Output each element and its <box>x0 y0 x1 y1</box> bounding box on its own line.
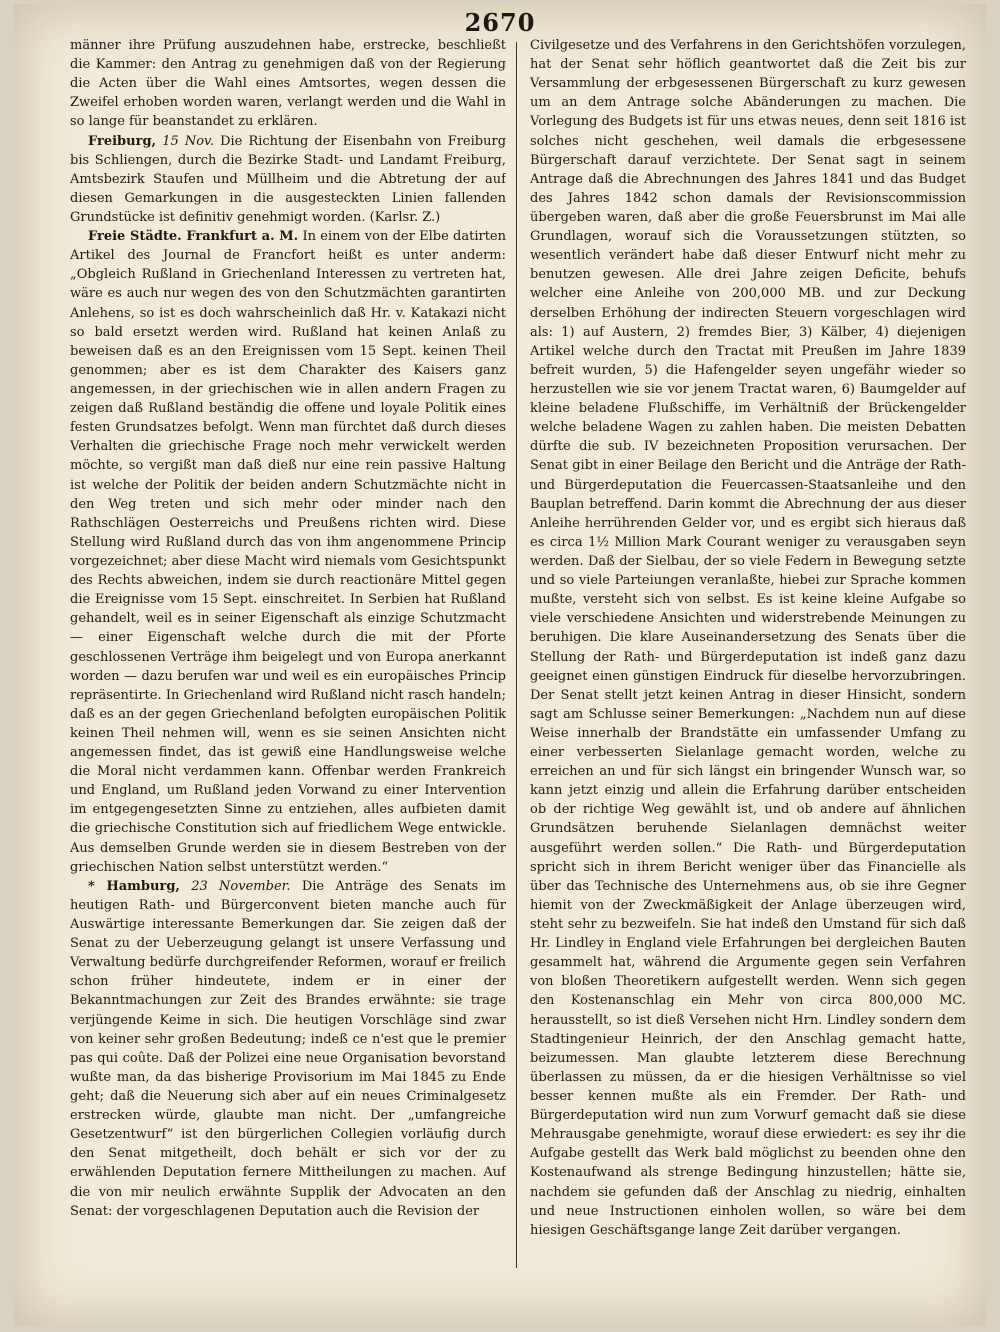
right-column <box>530 36 966 1268</box>
article-heading: * Hamburg, <box>88 878 180 894</box>
column-divider <box>516 42 517 1268</box>
article-heading: Freie Städte. Frankfurt a. M. <box>88 229 299 245</box>
article-text: männer ihre Prüfung auszudehnen habe, erstrecke, beschließt die Kammer: den Antrag zu genehmigen daß von der Regierung die Acten über die Wahl eines Amtsortes, wegen dessen die Zweifel erhoben worden waren, verlangt werden und die Wahl in so lange für beanstandet zu erklären. <box>70 38 506 130</box>
article-dateline: 15 Nov. <box>162 133 214 149</box>
article-paragraph <box>70 132 506 228</box>
article-text: Die Anträge des Senats im heutigen Rath- und Bürgerconvent bieten manche auch für Auswärtige interessante Bemerkungen dar. Sie zeigen daß der Senat zu der Ueberzeugung gelangt ist unsere Verfassung und Verwaltung bedürfe durchgreifender Reformen, worauf er freilich schon früher hindeutete, indem er in einer der Bekanntmachungen zur Zeit des Brandes erwähnte: sie trage verjüngende Keime in sich. Die heutigen Vorschläge sind zwar von keiner sehr großen Bedeutung; indeß ce n'est que le premier pas qui coûte. Daß der Polizei eine neue Organisation bevorstand wußte man, da das bisherige Provisorium im Mai 1845 zu Ende geht; daß die Neuerung sich aber auf ein neues Criminalgesetz erstrecken würde, glaubte man nicht. Der „umfangreiche Gesetzentwurf“ ist den bürgerlichen Collegien vorläufig durch den Senat mitgetheilt, doch behält er sich vor der zu erwählenden Deputation fernere Mittheilungen zu machen. Auf die von mir neulich erwähnte Supplik der Advocaten an den Senat: der vorgeschlagenen Deputation auch die Revision der <box>70 878 506 1219</box>
page-number: 2670 <box>464 8 536 37</box>
article-dateline: 23 November. <box>191 878 291 894</box>
article-continuation <box>530 36 966 1240</box>
article-text: In einem von der Elbe datirten Artikel des Journal de Francfort heißt es unter anderm: „Obgleich Rußland in Griechenland Interessen zu vertreten hat, wäre es auch nur wegen des von den Schutzmächten garantirten Anlehens, so ist es doch wahrscheinlich daß Hr. v. Katakazi nicht so bald ersetzt werden wird. Rußland hat keinen Anlaß zu beweisen daß es an den Ereignissen vom 15 Sept. keinen Theil genommen; aber es ist dem Charakter des Kaisers ganz angemessen, in der griechischen wie in allen andern Fragen zu zeigen daß Rußland beständig die offene und loyale Politik eines festen Grundsatzes befolgt. Wenn man fürchtet daß durch dieses Verhalten die griechische Frage noch mehr verwickelt werden möchte, so vergißt man daß dieß nur eine rein passive Haltung ist welche der Politik der beiden andern Schutzmächte nicht in den Weg treten und sich mehr oder minder nach den Rathschlägen Oesterreichs und Preußens richten wird. Diese Stellung wird Rußland durch das von ihm angenommene Princip vorgezeichnet; aber diese Macht wird niemals vom Gesichtspunkt des Rechts abweichen, indem sie durch reactionäre Mittel gegen die Ereignisse vom 15 Sept. einschreitet. In Serbien hat Rußland gehandelt, weil es in seiner Eigenschaft als einzige Schutzmacht — einer Eigenschaft welche durch die mit der Pforte geschlossenen Verträge ihm beigelegt und von Europa anerkannt worden — dazu berufen war und weil es ein europäisches Princip repräsentirte. In Griechenland wird Rußland nicht rasch handeln; daß es an der gegen Griechenland befolgten europäischen Politik keinen Theil nehmen will, wenn es sie seinen Ansichten nicht angemessen findet, das ist gewiß eine Handlungsweise welche die Moral nicht verdammen kann. Offenbar werden Frankreich und England, um Rußland jeden Vorwand zu einer Intervention im entgegengesetzten Sinne zu entziehen, alles aufbieten damit die griechische Constitution sich auf friedlichem Wege entwickle. Aus demselben Grunde werden sie in diesem Bestreben von der griechischen Nation selbst unterstützt werden.“ <box>70 229 506 875</box>
article-heading: Freiburg, <box>88 133 157 149</box>
left-column <box>70 36 506 1268</box>
article-text: Civilgesetze und des Verfahrens in den Gerichtshöfen vorzulegen, hat der Senat sehr höflich geantwortet daß die Zeit bis zur Versammlung der erbgesessenen Bürgerschaft zu kurz gewesen um an dem Antrage solche Abänderungen zu machen. Die Vorlegung des Budgets ist für uns etwas neues, denn seit 1816 ist solches nicht geschehen, weil damals die erbgesessene Bürgerschaft darauf verzichtete. Der Senat sagt in seinem Antrage daß die Abrechnungen des Jahres 1841 und das Budget des Jahres 1842 schon damals der Revisionscommission übergeben waren, daß aber die große Feuersbrunst im Mai alle Grundlagen, worauf sich die Voraussetzungen stützten, so wesentlich verändert habe daß dieser Entwurf nicht mehr zu benutzen gewesen. Alle drei Jahre zeigen Deficite, behufs welcher eine Anleihe von 200,000 MB. und zur Deckung derselben Erhöhung der indirecten Steuern vorgeschlagen wird als: 1) auf Austern, 2) fremdes Bier, 3) Kälber, 4) diejenigen Artikel welche durch den Tractat mit Preußen im Jahre 1839 befreit wurden, 5) die Hafengelder seyen ungefähr wieder so herzustellen wie sie vor jenem Tractat waren, 6) Baumgelder auf kleine beladene Flußschiffe, im Verhältniß der Brückengelder welche beladene Wagen zu zahlen haben. Die meisten Debatten dürfte die sub. IV bezeichneten Proposition verursachen. Der Senat gibt in einer Beilage den Bericht und die Anträge der Rath- und Bürgerdeputation die Feuercassen-Staatsanleihe und den Bauplan betreffend. Darin kommt die Abrechnung der aus dieser Anleihe herrührenden Gelder vor, und es ergibt sich hieraus daß es circa 1½ Million Mark Courant weniger zu verausgaben seyn werden. Daß der Sielbau, der so viele Federn in Bewegung setzte und so viele Parteiungen veranlaßte, hiebei zur Sprache kommen mußte, versteht sich von selbst. Es ist keine kleine Aufgabe so viele verschiedene Ansichten und widerstrebende Meinungen zu beruhigen. Die klare Auseinandersetzung des Senats über die Stellung der Rath- und Bürgerdeputation ist indeß ganz dazu geeignet einen günstigen Eindruck für dieselbe hervorzubringen. Der Senat stellt jetzt keinen Antrag in dieser Hinsicht, sondern sagt am Schlusse seiner Bemerkungen: „Nachdem nun auf diese Weise innerhalb der Brandstätte ein umfassender Umfang zu einer verbesserten Sielanlage gemacht worden, welche zu erreichen an und für sich längst ein bringender Wunsch war, so kann jetzt einzig und allein die Erfahrung darüber entscheiden ob der richtige Weg gewählt ist, und ob andere auf ähnlichen Grundsätzen beruhende Sielanlagen demnächst weiter ausgeführt werden sollen.“ Die Rath- und Bürgerdeputation spricht sich in ihrem Bericht weniger über das Financielle als über das Technische des Unternehmens aus, ob sie ihre Gegner hiemit von der Zweckmäßigkeit der Anlage überzeugen wird, steht sehr zu bezweifeln. Sie hat indeß den Umstand für sich daß Hr. Lindley in England viele Erfahrungen bei dergleichen Bauten gesammelt hat, während die Argumente gegen sein Verfahren von bloßen Theoretikern aufgestellt werden. Wenn sich gegen den Kostenanschlag ein Mehr von circa 800,000 MC. herausstellt, so ist dieß Versehen nicht Hrn. Lindley sondern dem Stadtingenieur Heinrich, der den Anschlag gemacht hatte, beizumessen. Man glaubte letzterem diese Berechnung überlassen zu müssen, da er die hiesigen Verhältnisse so viel besser kennen mußte als ein Fremder. Der Rath- und Bürgerdeputation wird nun zum Vorwurf gemacht daß sie diese Mehrausgabe genehmigte, worauf diese erwiedert: es sey ihr die Aufgabe gestellt das Werk bald möglichst zu beenden ohne den Kostenaufwand als strenge Bedingung hinzustellen; hätte sie, nachdem sie gefunden daß der Anschlag zu niedrig, einhalten und neue Instructionen einholen wollen, so wäre bei dem hiesigen Geschäftsgange lange Zeit darüber vergangen. <box>530 38 966 1238</box>
article-paragraph <box>70 877 506 1221</box>
article-paragraph <box>70 227 506 877</box>
article-continuation <box>70 36 506 132</box>
newspaper-page <box>14 4 986 1326</box>
article-text: Die Richtung der Eisenbahn von Freiburg bis Schliengen, durch die Bezirke Stadt- und Landamt Freiburg, Amtsbezirk Staufen und Müllheim und die Abtretung der auf diesen Gemarkungen in die ausgesteckten Linien fallenden Grundstücke ist definitiv genehmigt worden. (Karlsr. Z.) <box>70 133 506 225</box>
